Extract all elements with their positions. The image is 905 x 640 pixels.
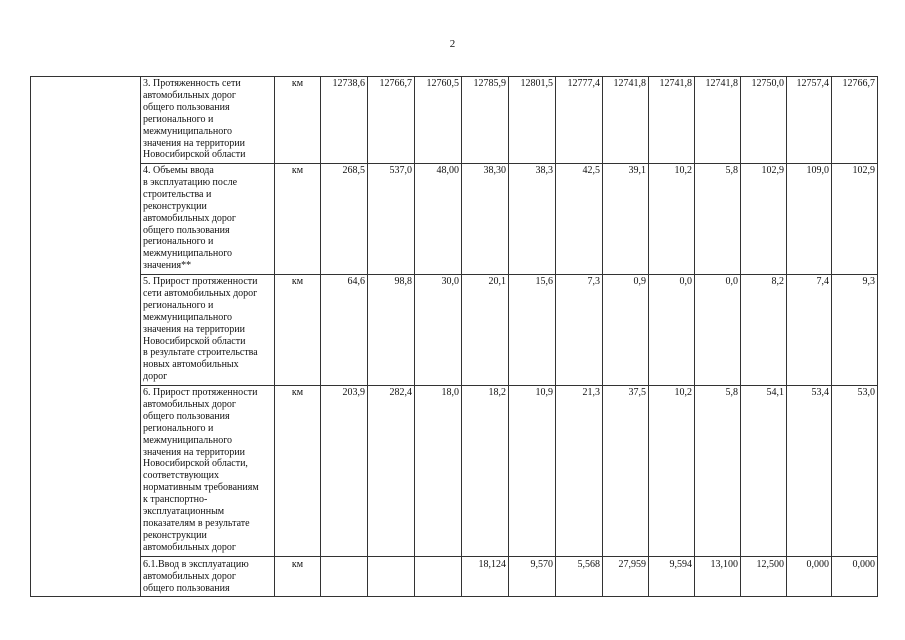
value-cell: 12801,5 <box>509 77 556 164</box>
indicator-name-cell: 6. Прирост протяженности автомобильных дорог общего пользования регионального и межмуниципального значения на территории Новосибирской области, соответствующих нормативным требованиям к транспортно- эксплуатационным показателям в результате реконструкции автомобильных дорог <box>141 386 275 557</box>
value-cell: 5,8 <box>695 164 741 275</box>
value-cell: 38,3 <box>509 164 556 275</box>
value-cell: 18,2 <box>462 386 509 557</box>
value-cell: 20,1 <box>462 275 509 386</box>
value-cell: 5,8 <box>695 386 741 557</box>
value-cell: 21,3 <box>556 386 603 557</box>
value-cell: 102,9 <box>832 164 878 275</box>
value-cell: 30,0 <box>415 275 462 386</box>
table-row <box>31 557 878 597</box>
table-row <box>31 77 878 164</box>
value-cell: 7,3 <box>556 275 603 386</box>
value-cell: 37,5 <box>603 386 649 557</box>
value-cell <box>321 557 368 597</box>
value-cell <box>368 557 415 597</box>
value-cell: 12760,5 <box>415 77 462 164</box>
value-cell: 0,0 <box>695 275 741 386</box>
value-cell: 12750,0 <box>741 77 787 164</box>
value-cell: 9,3 <box>832 275 878 386</box>
page-number: 2 <box>449 38 456 50</box>
empty-lead-cell <box>31 77 141 597</box>
value-cell: 12741,8 <box>603 77 649 164</box>
value-cell: 10,9 <box>509 386 556 557</box>
value-cell: 102,9 <box>741 164 787 275</box>
indicator-name-cell: 5. Прирост протяженности сети автомобильных дорог регионального и межмуниципального значения на территории Новосибирской области в результате строительства новых автомобильных дорог <box>141 275 275 386</box>
value-cell: 12741,8 <box>649 77 695 164</box>
value-cell: 12757,4 <box>787 77 832 164</box>
value-cell: 42,5 <box>556 164 603 275</box>
value-cell: 282,4 <box>368 386 415 557</box>
value-cell: 48,00 <box>415 164 462 275</box>
value-cell: 12741,8 <box>695 77 741 164</box>
value-cell: 9,570 <box>509 557 556 597</box>
value-cell: 0,9 <box>603 275 649 386</box>
value-cell: 54,1 <box>741 386 787 557</box>
value-cell: 10,2 <box>649 386 695 557</box>
value-cell: 9,594 <box>649 557 695 597</box>
unit-cell: км <box>275 386 321 557</box>
value-cell: 12777,4 <box>556 77 603 164</box>
value-cell: 18,124 <box>462 557 509 597</box>
value-cell: 12785,9 <box>462 77 509 164</box>
value-cell: 268,5 <box>321 164 368 275</box>
value-cell: 98,8 <box>368 275 415 386</box>
value-cell: 7,4 <box>787 275 832 386</box>
value-cell: 53,0 <box>832 386 878 557</box>
value-cell: 8,2 <box>741 275 787 386</box>
value-cell: 64,6 <box>321 275 368 386</box>
value-cell: 10,2 <box>649 164 695 275</box>
value-cell: 109,0 <box>787 164 832 275</box>
value-cell: 15,6 <box>509 275 556 386</box>
value-cell: 12738,6 <box>321 77 368 164</box>
value-cell: 0,000 <box>787 557 832 597</box>
value-cell: 27,959 <box>603 557 649 597</box>
indicator-name-cell: 6.1.Ввод в эксплуатацию автомобильных дорог общего пользования <box>141 557 275 597</box>
value-cell: 203,9 <box>321 386 368 557</box>
unit-cell: км <box>275 557 321 597</box>
value-cell: 12,500 <box>741 557 787 597</box>
value-cell: 12766,7 <box>368 77 415 164</box>
value-cell: 53,4 <box>787 386 832 557</box>
value-cell: 18,0 <box>415 386 462 557</box>
table-row <box>31 275 878 386</box>
unit-cell: км <box>275 164 321 275</box>
indicator-name-cell: 4. Объемы ввода в эксплуатацию после строительства и реконструкции автомобильных дорог общего пользования регионального и межмуниципального значения** <box>141 164 275 275</box>
unit-cell: км <box>275 77 321 164</box>
value-cell: 13,100 <box>695 557 741 597</box>
value-cell: 0,000 <box>832 557 878 597</box>
value-cell: 38,30 <box>462 164 509 275</box>
indicator-name-cell: 3. Протяженность сети автомобильных дорог общего пользования регионального и межмуниципального значения на территории Новосибирской области <box>141 77 275 164</box>
unit-cell: км <box>275 275 321 386</box>
table-row <box>31 386 878 557</box>
value-cell: 39,1 <box>603 164 649 275</box>
value-cell <box>415 557 462 597</box>
value-cell: 0,0 <box>649 275 695 386</box>
indicators-table <box>30 76 878 597</box>
value-cell: 537,0 <box>368 164 415 275</box>
table-row <box>31 164 878 275</box>
value-cell: 12766,7 <box>832 77 878 164</box>
value-cell: 5,568 <box>556 557 603 597</box>
